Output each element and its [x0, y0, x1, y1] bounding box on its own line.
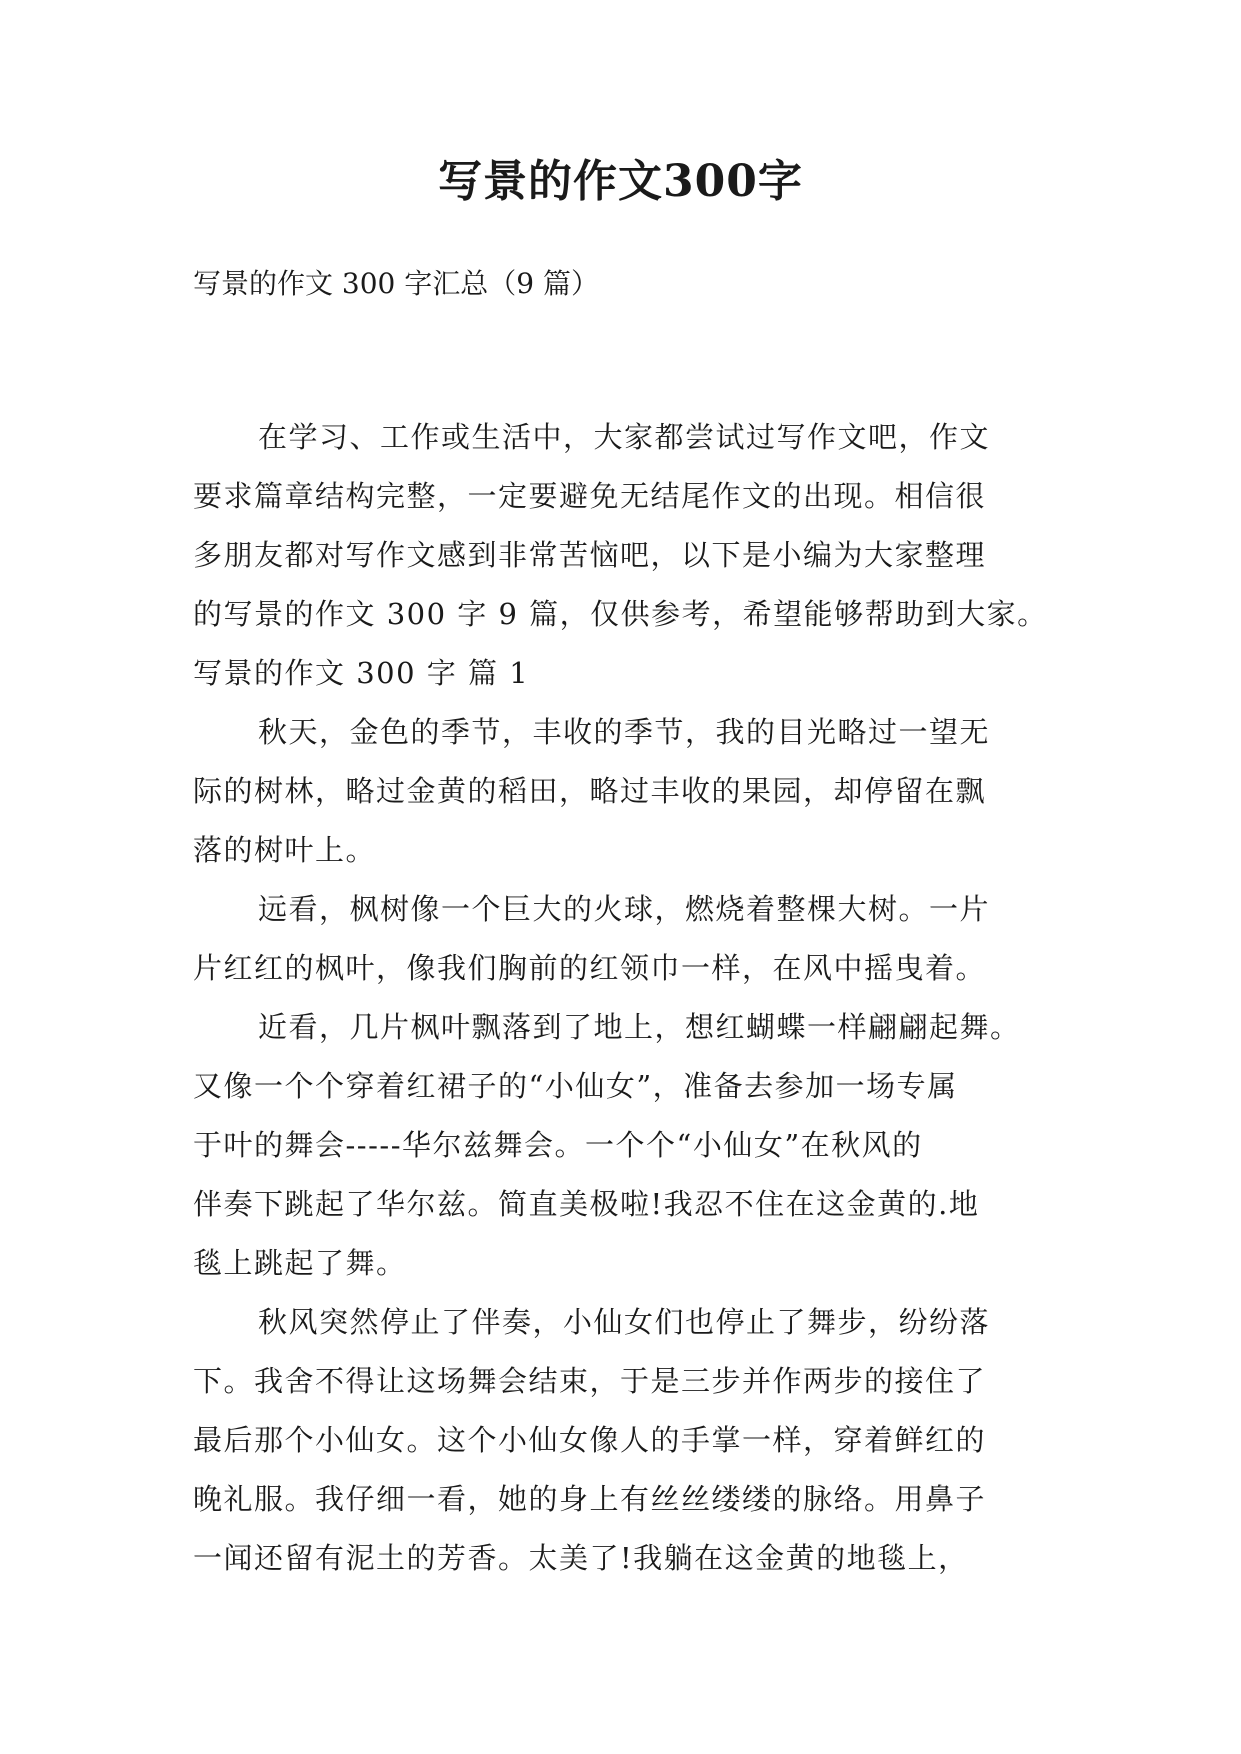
body-line: 片红红的枫叶，像我们胸前的红领巾一样，在风中摇曳着。: [193, 951, 987, 985]
body-line: 在学习、工作或生活中，大家都尝试过写作文吧，作文: [258, 420, 991, 454]
body-line: 落的树叶上。: [193, 833, 377, 867]
document-title: 写景的作文300字: [438, 156, 803, 207]
body-line: 于叶的舞会-----华尔兹舞会。一个个“小仙女”在秋风的: [193, 1128, 923, 1162]
body-line: 下。我舍不得让这场舞会结束，于是三步并作两步的接住了: [193, 1364, 987, 1398]
section-heading: 写景的作文 300 字 篇 1: [193, 656, 530, 690]
body-line: 要求篇章结构完整，一定要避免无结尾作文的出现。相信很: [193, 479, 987, 513]
body-line: 伴奏下跳起了华尔兹。简直美极啦!我忍不住在这金黄的.地: [193, 1187, 980, 1221]
document-subtitle: 写景的作文 300 字汇总（9 篇）: [193, 267, 599, 300]
document-body: [193, 408, 1073, 1588]
body-line: 一闻还留有泥土的芳香。太美了!我躺在这金黄的地毯上，: [193, 1541, 969, 1575]
body-line: 际的树林，略过金黄的稻田，略过丰收的果园，却停留在飘: [193, 774, 987, 808]
body-line: 晚礼服。我仔细一看，她的身上有丝丝缕缕的脉络。用鼻子: [193, 1482, 987, 1516]
body-line: 远看，枫树像一个巨大的火球，燃烧着整棵大树。一片: [258, 892, 991, 926]
body-line: 毯上跳起了舞。: [193, 1246, 407, 1280]
body-line: 的写景的作文 300 字 9 篇，仅供参考，希望能够帮助到大家。: [193, 597, 1048, 631]
body-line: 秋风突然停止了伴奏，小仙女们也停止了舞步，纷纷落: [258, 1305, 991, 1339]
body-line: 多朋友都对写作文感到非常苦恼吧，以下是小编为大家整理: [193, 538, 987, 572]
body-line: 最后那个小仙女。这个小仙女像人的手掌一样，穿着鲜红的: [193, 1423, 987, 1457]
body-line: 近看，几片枫叶飘落到了地上，想红蝴蝶一样翩翩起舞。: [258, 1010, 1021, 1044]
body-line: 秋天，金色的季节，丰收的季节，我的目光略过一望无: [258, 715, 991, 749]
body-line: 又像一个个穿着红裙子的“小仙女”，准备去参加一场专属: [193, 1069, 958, 1103]
